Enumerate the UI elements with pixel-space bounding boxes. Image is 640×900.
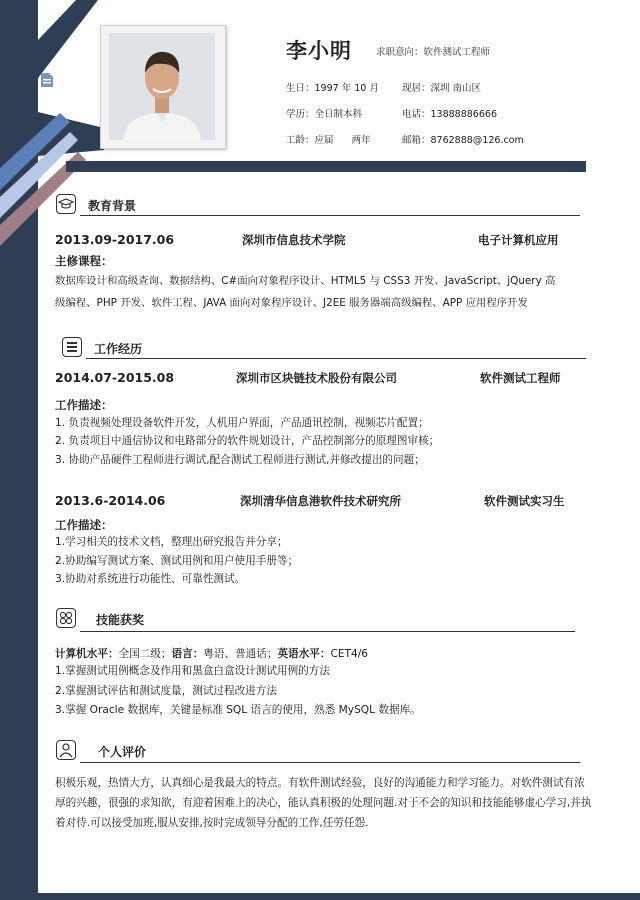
evaluation-text: 积极乐观，热情大方，认真细心是我最大的特点。有软件测试经验，良好的沟通能力和学习能力。对软件测试有浓厚的兴趣，很强的求知欲，有迎着困难上的决心，能认真积极的处理问题.对于不会的知识和技能能够虚心学习,并执着对待.可以接受加班,服从安排,按时完成领导分配的工作,任劳任怨.	[55, 777, 592, 829]
english-level-label: 英语水平：	[277, 648, 331, 660]
computer-level-label: 计算机水平：	[55, 648, 119, 660]
portrait-illustration	[109, 33, 215, 140]
job-1-company: 深圳市区块链技术股份有限公司	[236, 371, 397, 385]
education-info: 学历：全日制本科	[286, 109, 363, 120]
computer-level-value: 全国二级；	[118, 648, 172, 660]
education-period: 2013.09-2017.06	[55, 232, 175, 247]
section-divider	[80, 631, 575, 632]
document-icon	[40, 72, 54, 88]
education-school: 深圳市信息技术学院	[242, 233, 346, 247]
award-icon	[56, 608, 76, 628]
job-2-item: 3.协助对系统进行功能性、可靠性测试。	[55, 573, 246, 585]
section-divider	[86, 358, 586, 359]
section-title-education: 教育背景	[88, 199, 137, 213]
skill-item: 2.掌握测试评估和测试度量，测试过程改进方法	[55, 685, 277, 697]
job-2-company: 深圳清华信息港软件技术研究所	[240, 494, 401, 508]
skill-item: 1.掌握测试用例概念及作用和黑盒白盒设计测试用例的方法	[55, 665, 330, 677]
profile-photo	[109, 33, 215, 140]
skills-summary	[55, 646, 368, 661]
job-intent: 求职意向：软件测试工程师	[376, 47, 491, 58]
candidate-name: 李小明	[286, 39, 352, 63]
language-value: 粤语、普通话；	[203, 648, 278, 660]
job-2-item: 2.协助编写测试方案、测试用例和用户使用手册等；	[55, 555, 299, 567]
education-major: 电子计算机应用	[478, 233, 559, 247]
english-level-value: CET4/6	[330, 648, 369, 660]
residence-info: 现居：深圳 南山区	[402, 83, 482, 94]
job-2-position: 软件测试实习生	[484, 494, 565, 508]
email-info: 邮箱：8762888@126.com	[402, 135, 524, 146]
profile-photo-frame	[100, 25, 226, 149]
skill-item: 3.掌握 Oracle 数据库，关键是标准 SQL 语言的使用，熟悉 MySQL 数据库。	[55, 704, 421, 716]
birth-info: 生日：1997 年 10 月	[286, 83, 379, 94]
experience-info: 工龄：应届 两年	[286, 135, 371, 146]
job-2-desc-label: 工作描述：	[55, 518, 113, 532]
job-1-item: 2. 负责项目中通信协议和电路部分的软件规划设计，产品控制部分的原理图审核；	[55, 435, 440, 447]
section-title-skills: 技能获奖	[96, 613, 145, 627]
graduation-cap-icon	[56, 194, 76, 214]
section-divider	[80, 762, 580, 763]
job-1-desc-label: 工作描述：	[55, 398, 113, 412]
header-banner	[66, 161, 586, 172]
section-title-evaluation: 个人评价	[98, 745, 147, 759]
phone-info: 电话：13888886666	[402, 109, 497, 120]
person-icon	[56, 740, 76, 760]
job-1-position: 软件测试工程师	[480, 371, 561, 385]
job-2-item: 1.学习相关的技术文档，整理出研究报告并分享；	[55, 536, 288, 548]
courses-line-1: 数据库设计和高级查询、数据结构、C#面向对象程序设计、HTML5 与 CSS3 开发、JavaScript、jQuery 高	[55, 275, 556, 287]
section-title-work: 工作经历	[94, 342, 143, 356]
job-1-item: 1. 负责视频处理设备软件开发，人机用户界面，产品通讯控制，视频芯片配置；	[55, 417, 429, 429]
courses-label: 主修课程：	[55, 254, 113, 268]
courses-line-2: 级编程、PHP 开发、软件工程、JAVA 面向对象程序设计、J2EE 服务器端高级编程、APP 应用程序开发	[55, 297, 528, 309]
job-1-period: 2014.07-2015.08	[55, 370, 175, 385]
briefcase-icon	[62, 337, 82, 357]
job-1-item: 3. 协助产品硬件工程师进行调试,配合测试工程师进行测试,并修改提出的问题；	[55, 454, 425, 466]
job-2-period: 2013.6-2014.06	[55, 493, 166, 508]
language-label: 语言：	[171, 648, 204, 660]
section-divider	[80, 215, 580, 216]
